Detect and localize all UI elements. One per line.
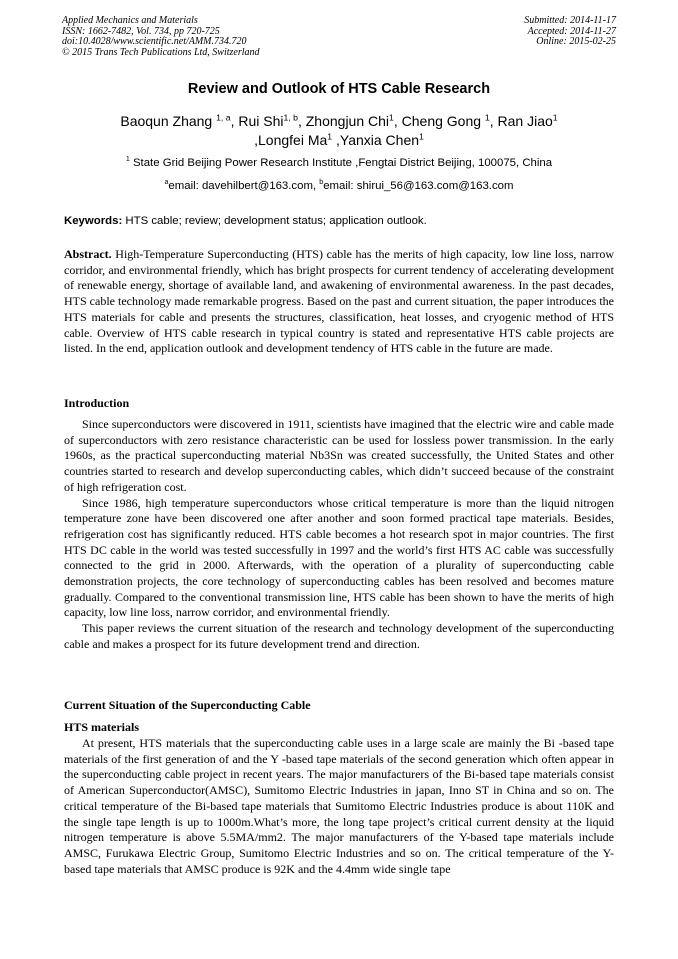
author-affil-mark: 1 [552, 112, 558, 123]
author-affil-mark: 1 [484, 112, 490, 123]
paper-title: Review and Outlook of HTS Cable Research [187, 81, 491, 97]
author-name: , Ran Jiao [489, 113, 553, 129]
email-mark-a: a [164, 179, 169, 187]
paragraph: At present, HTS materials that the superconducting cable uses in a large scale are mainly the Bi -based tape materials of the first generation of and the Y -based tape materials of the second generation which often appear in the superconducting cable project in recent years. The major manufacturers of the Bi-based tape materials consist of American Superconductor(AMSC), Sumitomo Electric Industries in japan, Inno ST in China and so on. The critical temperature of the Bi-based tape materials that Sumitomo Electric Industries produce is about 110K and the single tape length is up to 1000m.What’s more, the long tape project’s critical current density at the liquid nitrogen temperature is above 5.5MA/mm2. The major manufacturers of the Y-based tape materials include AMSC, Furukawa Electric Group, Sumitomo Electric Industries and so on. The critical temperature of the Y-based tape materials that AMSC produce is 92K and the 4.4mm wide single tape [64, 736, 614, 876]
journal-doi: doi:10.4028/www.scientific.net/AMM.734.720 [62, 36, 247, 47]
author-emails [0, 180, 678, 192]
section-heading-introduction: Introduction [64, 396, 130, 410]
keywords-label: Keywords: [64, 215, 123, 227]
author-name: , Zhongjun Chi [297, 113, 390, 129]
affiliation [0, 157, 678, 169]
submitted-date: Submitted: 2014-11-17 [524, 15, 616, 26]
email-mark-b: b [319, 179, 324, 187]
abstract [64, 247, 614, 357]
author-name: ,Yanxia Chen [332, 132, 420, 148]
email-b: email: shirui_56@163.com@163.com [323, 180, 514, 192]
author-name: Baoqun Zhang [120, 113, 217, 129]
paragraph: Since 1986, high temperature superconductors whose critical temperature is more than the liquid nitrogen temperature zone have been discovered one after another and soon formed practical tape materials. Besides, refrigeration cost has significantly reduced. HTS cable becomes a hot research spot in major countries. The first HTS DC cable in the world was tested successfully in 1997 and the world’s first HTS AC cable was successfully connected to the grid in 2000. Afterwards, with the operation of a plurality of superconducting cable demonstration projects, the core technology of superconducting cables has been resolved and becomes mature gradually. Compared to the conventional transmission line, HTS cable has been shown to have the merits of high capacity, low line loss, narrow corridor, and environmental friendly. [64, 495, 614, 620]
author-affil-mark: 1, a [216, 112, 231, 123]
section-heading-current-situation: Current Situation of the Superconducting Cable [64, 698, 311, 712]
author-affil-mark: 1 [327, 131, 333, 142]
author-name: ,Longfei Ma [254, 132, 328, 148]
journal-issn: ISSN: 1662-7482, Vol. 734, pp 720-725 [62, 25, 220, 37]
affiliation-mark: 1 [125, 156, 130, 164]
abstract-text: High-Temperature Superconducting (HTS) cable has the merits of high capacity, low line loss, narrow corridor, and environmental friendly, which has bright prospects for current tendency of accelerating development of renewable energy, shortage of available land, and awakening of environmental awareness. In the past decades, HTS cable technology made remarkable progress. Based on the past and current situation, the paper introduces the HTS materials for cable and presents the structures, classification, heat losses, and cryogenic method of HTS cable. Overview of HTS cable research in typical country is stated and representative HTS cable projects are listed. In the end, application outlook and development tendency of HTS cable in the future are made. [64, 247, 614, 356]
affiliation-text: State Grid Beijing Power Research Institute ,Fengtai District Beijing, 100075, China [129, 157, 553, 169]
paragraph: This paper reviews the current situation of the research and technology development of the superconducting cable and makes a prospect for its future development trend and direction. [64, 621, 614, 651]
author-affil-mark: 1 [389, 112, 394, 123]
journal-info [62, 16, 260, 58]
hts-materials-body [64, 736, 614, 877]
email-a: email: davehilbert@163.com, [168, 180, 320, 192]
publication-dates [524, 16, 616, 48]
author-list [60, 112, 618, 150]
author-name: , Cheng Gong [393, 113, 485, 129]
abstract-label: Abstract. [64, 247, 112, 261]
journal-copyright: © 2015 Trans Tech Publications Ltd, Switzerland [62, 46, 260, 58]
paragraph: Since superconductors were discovered in 1911, scientists have imagined that the electric wire and cable made of superconductors with zero resistance characteristic can be used for lossless power transmission. In the early 1960s, as the practical superconducting material Nb3Sn was created successfully, the United States and other countries started to research and develop superconducting cables, which didn’t succeed because of the constraint of high refrigeration cost. [64, 417, 614, 494]
subsection-heading-hts-materials: HTS materials [64, 720, 139, 734]
author-name: , Rui Shi [230, 113, 284, 129]
introduction-body [64, 417, 614, 653]
keywords [64, 215, 614, 227]
author-affil-mark: 1, b [283, 112, 298, 123]
journal-name: Applied Mechanics and Materials [62, 15, 198, 26]
author-affil-mark: 1 [419, 131, 424, 142]
keywords-text: HTS cable; review; development status; application outlook. [122, 215, 427, 227]
online-date: Online: 2015-02-25 [536, 36, 616, 47]
accepted-date: Accepted: 2014-11-27 [527, 25, 616, 37]
